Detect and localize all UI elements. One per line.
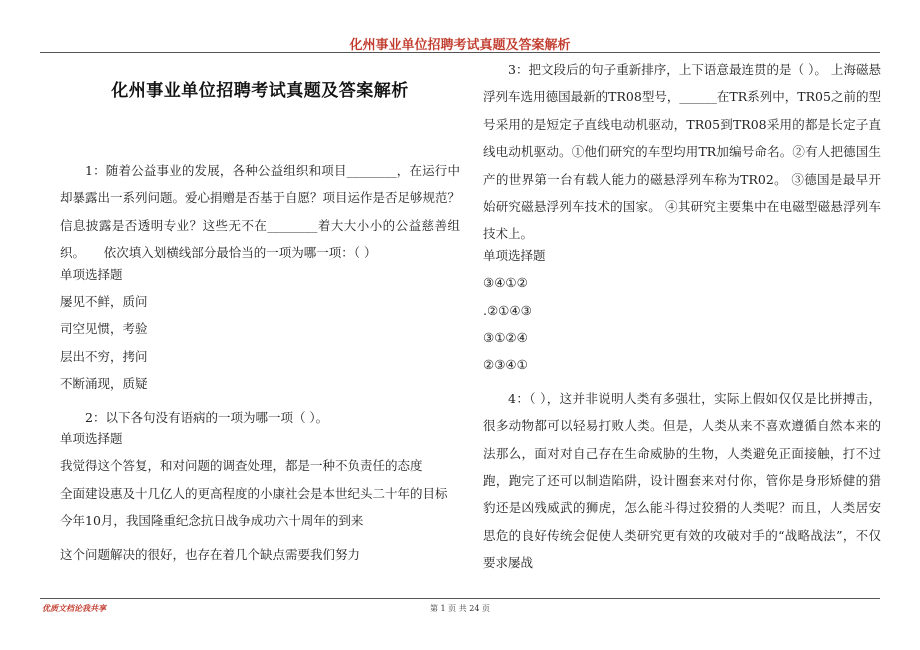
- question-2-option-d: 这个问题解决的很好，也存在着几个缺点需要我们努力: [60, 547, 361, 563]
- question-1-option-c: 层出不穷，拷问: [60, 348, 148, 364]
- page-number: 第 1 页 共 24 页: [430, 604, 490, 613]
- footer-divider: [40, 598, 880, 599]
- question-2-option-a: 我觉得这个答复，和对问题的调查处理，都是一种不负责任的态度: [60, 458, 423, 474]
- header-divider: [40, 52, 880, 53]
- left-column: [60, 56, 460, 596]
- question-3-option-a: ③④①②: [483, 275, 528, 291]
- question-1-option-a: 屡见不鲜，质问: [60, 294, 148, 310]
- right-column: [483, 56, 881, 596]
- question-2-type: 单项选择题: [60, 430, 123, 446]
- question-3-option-d: ②③④①: [483, 357, 528, 373]
- question-3-option-c: ③①②④: [483, 330, 528, 346]
- question-1-type: 单项选择题: [60, 266, 123, 282]
- question-3-type: 单项选择题: [483, 247, 546, 263]
- document-title: 化州事业单位招聘考试真题及答案解析: [111, 81, 409, 101]
- question-1-text: 1：随着公益事业的发展，各种公益组织和项目________，在运行中却暴露出一系列问题。爱心捐赠是否基于自愿？项目运作是否足够规范？信息披露是否透明专业？这些无不在________着大大小小的公益慈善组织。 依次填入划横线部分最恰当的一项为哪一项：（ ）: [60, 163, 460, 261]
- question-1-option-b: 司空见惯，考验: [60, 321, 148, 337]
- question-2-text: 2：以下各句没有语病的一项为哪一项（ ）。: [85, 409, 329, 425]
- question-3-option-b: .②①④③: [483, 302, 532, 318]
- question-2-option-c: 今年10月，我国隆重纪念抗日战争成功六十周年的到来: [60, 513, 364, 529]
- question-3-text: 3：把文段后的句子重新排序，上下语意最连贯的是（ ）。 上海磁悬浮列车选用德国最新的TR08型号，______在TR系列中，TR05之前的型号采用的是短定子直线电动机驱动，TR05到TR08采用的都是长定子直线电动机驱动。①他们研究的车型均用TR加编号命名。②有人把德国生产的世界第一台有载人能力的磁悬浮列车称为TR02。 ③德国是最早开始研究磁悬浮列车技术的国家。 ④其研究主要集中在电磁型磁悬浮列车技术上。: [483, 62, 881, 242]
- question-2-option-b: 全面建设惠及十几亿人的更高程度的小康社会是本世纪头二十年的目标: [60, 485, 448, 501]
- footer-slogan: 优质文档论我共享: [42, 603, 106, 613]
- question-4-text: 4：（ ），这并非说明人类有多强壮，实际上假如仅仅是比拼搏击，很多动物都可以轻易打败人类。但是，人类从来不喜欢遵循自然本来的法那么，面对对自己存在生命威胁的生物，人类避免正面接触，打不过跑，跑完了还可以制造陷阱，设计圈套来对付你，管你是身形矫健的猎豹还是凶残威武的狮虎，怎么能斗得过狡猾的人类呢？而且，人类居安思危的良好传统会促使人类研究更有效的攻破对手的“战略战法”，不仅要求屡战: [483, 390, 881, 571]
- page-header-title: 化州事业单位招聘考试真题及答案解析: [349, 38, 571, 53]
- question-1-option-d: 不断涌现，质疑: [60, 376, 148, 392]
